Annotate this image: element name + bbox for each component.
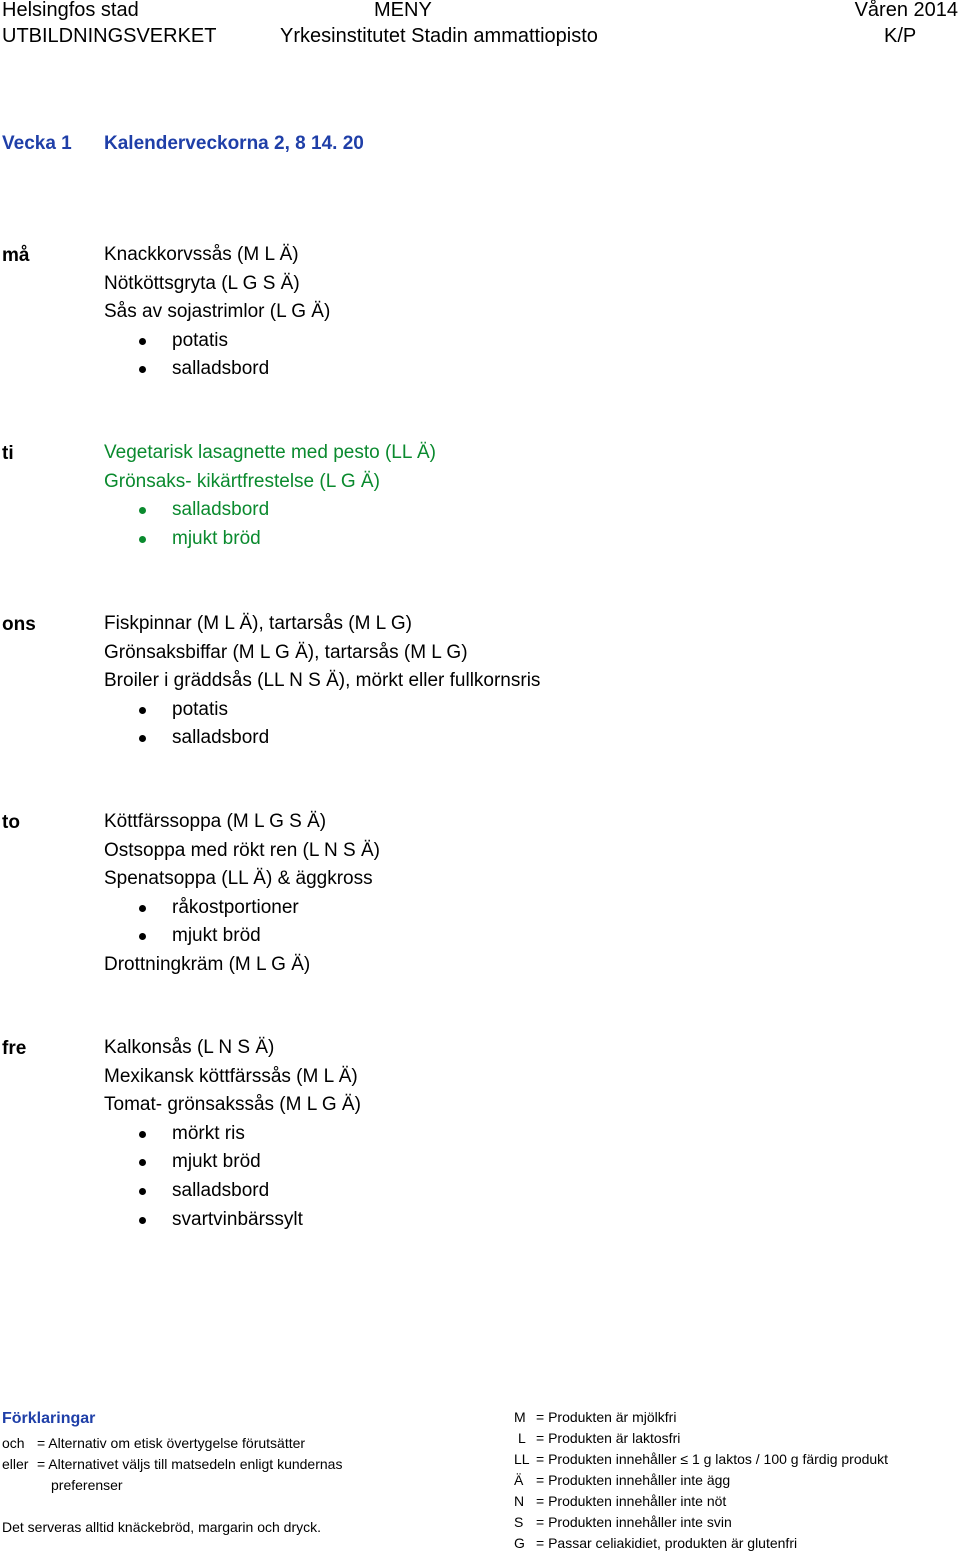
legend-och [2,1433,305,1454]
menu-dish: Grönsaks- kikärtfrestelse (L G Ä) [104,470,380,492]
menu-dish: Knackkorvssås (M L Ä) [104,244,299,265]
menu-dish: Vegetarisk lasagnette med pesto (LL Ä) [104,442,436,463]
code-label: K/P [884,25,917,47]
day-label-fri: fre [2,1038,27,1059]
menu-block-fri [104,1034,361,1234]
legend-eller-text: = Alternativet väljs till matsedeln enligt kundernas [37,1456,343,1472]
legend-eller [2,1454,342,1475]
menu-side-item: mjukt bröd [104,525,436,554]
legend-och-key: och [2,1435,25,1451]
day-label-mon: må [2,245,30,266]
menu-block-mon [104,241,330,384]
menu-side-item: salladsbord [104,1177,361,1206]
legend-code-ll: LL = Produkten innehåller ≤ 1 g laktos / 100 g färdig produkt [514,1451,889,1467]
menu-side-item: potatis [104,327,330,356]
day-label-tue: ti [2,443,14,464]
menu-dish: Ostsoppa med rökt ren (L N S Ä) [104,839,380,861]
menu-side-item: potatis [104,696,540,725]
city-name: Helsingfos stad [2,0,139,21]
menu-side-item: svartvinbärssylt [104,1206,361,1235]
menu-block-tue [104,439,436,553]
menu-side-item: mjukt bröd [104,1148,361,1177]
menu-side-item: salladsbord [104,496,436,525]
menu-block-thu [104,808,380,980]
menu-side-item: mörkt ris [104,1120,361,1149]
legend-title: Förklaringar [2,1410,96,1427]
menu-dish: Mexikansk köttfärssås (M L Ä) [104,1065,358,1087]
menu-dish: Broiler i gräddsås (LL N S Ä), mörkt eller fullkornsris [104,670,541,692]
legend-code-s: S = Produkten innehåller inte svin [514,1514,732,1530]
legend-och-text: = Alternativ om etisk övertygelse förutsätter [37,1435,306,1451]
legend-code-l: L = Produkten är laktosfri [518,1430,681,1446]
legend-code-a: Ä = Produkten innehåller inte ägg [514,1472,731,1488]
legend-code-g: G = Passar celiakidiet, produkten är glutenfri [514,1535,798,1551]
school-name: Yrkesinstitutet Stadin ammattiopisto [280,25,598,47]
menu-side-item: mjukt bröd [104,922,380,951]
menu-dish: Kalkonsås (L N S Ä) [104,1037,275,1058]
menu-side-item: salladsbord [104,355,330,384]
season-label: Våren 2014 [854,0,958,21]
calendar-weeks: Kalenderveckorna 2, 8 14. 20 [104,133,364,154]
department-name: UTBILDNINGSVERKET [2,25,217,47]
menu-side-item: råkostportioner [104,894,380,923]
menu-dish: Fiskpinnar (M L Ä), tartarsås (M L G) [104,613,412,634]
day-label-thu: to [2,812,20,833]
legend-note: Det serveras alltid knäckebröd, margarin och dryck. [2,1519,322,1535]
document-title: MENY [374,0,432,21]
legend-eller-text-2: preferenser [51,1477,123,1493]
menu-dish: Drottningkräm (M L G Ä) [104,953,311,975]
legend-eller-key: eller [2,1456,29,1472]
menu-side-item: salladsbord [104,724,540,753]
menu-dish: Sås av sojastrimlor (L G Ä) [104,301,331,323]
menu-dish: Grönsaksbiffar (M L G Ä), tartarsås (M L G) [104,641,468,663]
day-label-wed: ons [2,614,36,635]
menu-dish: Köttfärssoppa (M L G S Ä) [104,811,327,832]
menu-dish: Tomat- grönsakssås (M L G Ä) [104,1094,361,1116]
menu-dish: Spenatsoppa (LL Ä) & äggkross [104,868,373,890]
week-label: Vecka 1 [2,133,72,154]
menu-dish: Nötköttsgryta (L G S Ä) [104,272,300,294]
legend-code-n: N = Produkten innehåller inte nöt [514,1493,727,1509]
legend-code-m: M = Produkten är mjölkfri [514,1409,677,1425]
menu-block-wed [104,610,540,753]
legend-codes [514,1407,888,1554]
